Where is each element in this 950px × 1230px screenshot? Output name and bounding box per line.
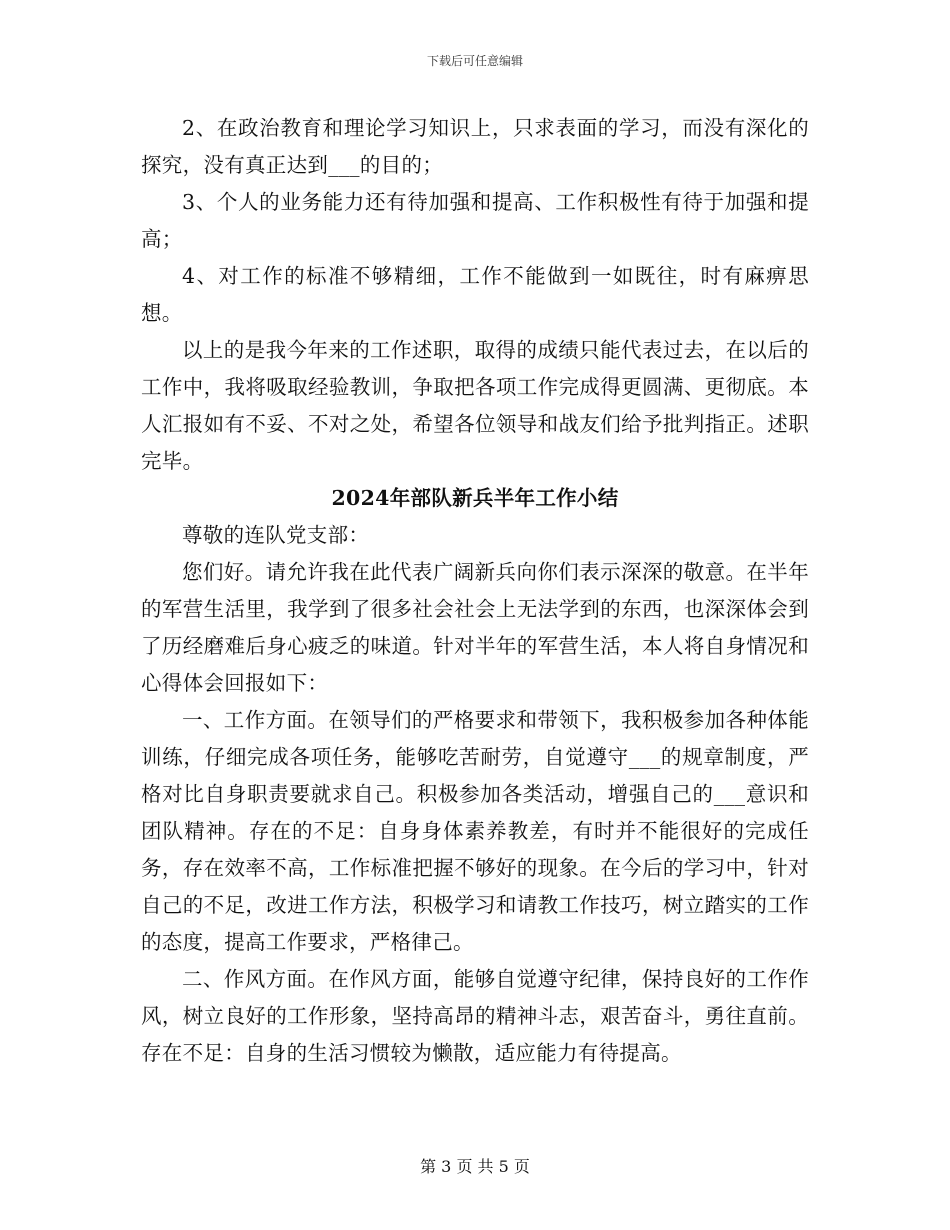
document-body <box>141 110 809 1072</box>
salutation: 尊敬的连队党支部： <box>182 523 370 547</box>
paragraph-item-4: 4、对工作的标准不够精细，工作不能做到一如既往，时有麻痹思想。 <box>141 264 809 325</box>
paragraph-greeting: 您们好。请允许我在此代表广阔新兵向你们表示深深的敬意。在半年的军营生活里，我学到了很多社会社会上无法学到的东西，也深深体会到了历经磨难后身心疲乏的味道。针对半年的军营生活，本人将自身情况和心得体会回报如下： <box>141 560 809 695</box>
paragraph-conclusion: 以上的是我今年来的工作述职，取得的成绩只能代表过去，在以后的工作中，我将吸取经验教训，争取把各项工作完成得更圆满、更彻底。本人汇报如有不妥、不对之处，希望各位领导和战友们给予批判指正。述职完毕。 <box>141 338 809 473</box>
paragraph-style: 二、作风方面。在作风方面，能够自觉遵守纪律，保持良好的工作作风，树立良好的工作形象，坚持高昂的精神斗志，艰苦奋斗，勇往直前。存在不足：自身的生活习惯较为懒散，适应能力有待提高。 <box>141 967 809 1065</box>
paragraph-item-2: 2、在政治教育和理论学习知识上，只求表面的学习，而没有深化的探究，没有真正达到___的目的； <box>141 116 809 177</box>
section-title: 2024年部队新兵半年工作小结 <box>331 486 619 510</box>
page-footer: 第 3 页 共 5 页 <box>420 1157 530 1176</box>
paragraph-work: 一、工作方面。在领导们的严格要求和带领下，我积极参加各种体能训练，仔细完成各项任务，能够吃苦耐劳，自觉遵守___的规章制度，严格对比自身职责要就求自己。积极参加各类活动，增强自己的___意识和团队精神。存在的不足：自身身体素养教差，有时并不能很好的完成任务，存在效率不高，工作标准把握不够好的现象。在今后的学习中，针对自己的不足，改进工作方法，积极学习和请教工作技巧，树立踏实的工作的态度，提高工作要求，严格律己。 <box>141 708 809 954</box>
paragraph-item-3: 3、个人的业务能力还有待加强和提高、工作积极性有待于加强和提高； <box>141 190 809 251</box>
page-header: 下载后可任意编辑 <box>426 54 523 68</box>
